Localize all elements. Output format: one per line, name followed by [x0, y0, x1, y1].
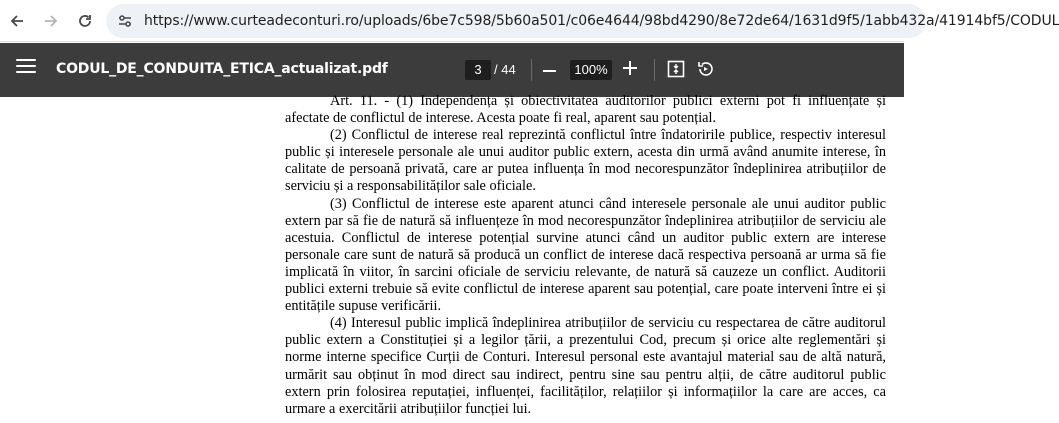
zoom-out-button[interactable]	[543, 70, 556, 72]
page-number-input[interactable]: 3	[465, 60, 491, 80]
paragraph: Art. 11. - (1) Independența și obiectivitatea auditorilor publici externi pot fi influențate și afectate de conflictul de interese. Acesta poate fi real, aparent sau potențial.	[285, 93, 886, 127]
paragraph: (3) Conflictul de interese este aparent atunci când interesele personale ale unui auditor public extern par să fie de natură să influențeze în mod necorespunzător îndeplinirea atribuțiilor de serviciu ale acestuia. Conflictul de interese potențial survine atunci când un auditor public extern are interese personale care sunt de natură să producă un conflict de interese dacă respectiva persoană ar urma să fie implicată în viitor, în sarcini oficiale de serviciu relevante, de natură să cauzeze un conflict. Auditorii publici externi trebuie să evite conflictul de interese aparent sau potențial, care poate interveni între ei și entitățile supuse verificării.	[285, 195, 886, 315]
rotate-button[interactable]	[696, 59, 716, 79]
reload-button[interactable]	[72, 8, 98, 34]
fit-to-page-button[interactable]	[667, 60, 685, 78]
page-total: / 44	[494, 62, 516, 77]
toolbar-divider	[654, 59, 655, 81]
forward-button[interactable]	[38, 8, 64, 34]
address-bar[interactable]	[106, 4, 1059, 38]
hamburger-icon-line	[16, 71, 36, 73]
zoom-input[interactable]: 100%	[570, 60, 612, 80]
back-button[interactable]	[4, 8, 30, 34]
paragraph: (4) Interesul public implică îndeplinirea atribuțiilor de serviciu cu respectarea de către auditorul public extern a Constituției și a legilor țării, a prezentului Cod, precum și orice alte reglementări și norme interne specifice Curții de Conturi. Interesul personal este avantajul material sau de altă natură, urmărit sau obținut în mod direct sau indirect, pentru sine sau pentru alții, de către auditorul public extern prin folosirea reputației, influenței, facilităților, relațiilor și informațiilor la care are acces, ca urmare a exercitării atribuțiilor funcției lui.	[285, 315, 886, 417]
arrow-left-icon	[9, 13, 25, 29]
pdf-toolbar	[0, 43, 904, 97]
tune-icon	[117, 13, 133, 29]
pdf-page-text	[285, 93, 886, 418]
rotate-icon	[696, 59, 716, 79]
arrow-right-icon	[43, 13, 59, 29]
toolbar-divider	[531, 59, 532, 81]
hamburger-icon	[16, 59, 36, 61]
document-title: CODUL_DE_CONDUITA_ETICA_actualizat.pdf	[56, 61, 388, 77]
hamburger-icon-line	[16, 65, 36, 67]
url-text[interactable]: https://www.curteadeconturi.ro/uploads/6be7c598/5b60a501/c06e4644/98bd4290/8e72de64/1631d9f5/1abb432a/41914bf5/CODUL	[144, 13, 1059, 29]
browser-toolbar	[0, 0, 1059, 42]
paragraph: (2) Conflictul de interese real reprezintă conflictul între îndatoririle publice, respectiv interesul public și interesele personale ale unui auditor public extern, acesta din urmă având anumite interese, în calitate de persoană privată, care ar putea influența în mod necorespunzător îndeplinirea atribuțiilor de serviciu și a responsabilităților sale oficiale.	[285, 127, 886, 195]
site-info-button[interactable]	[114, 10, 136, 32]
pdf-viewer[interactable]	[0, 93, 904, 423]
menu-button[interactable]	[16, 59, 36, 79]
fit-page-icon	[667, 60, 685, 78]
zoom-in-button[interactable]	[623, 61, 637, 75]
reload-icon	[77, 13, 93, 29]
